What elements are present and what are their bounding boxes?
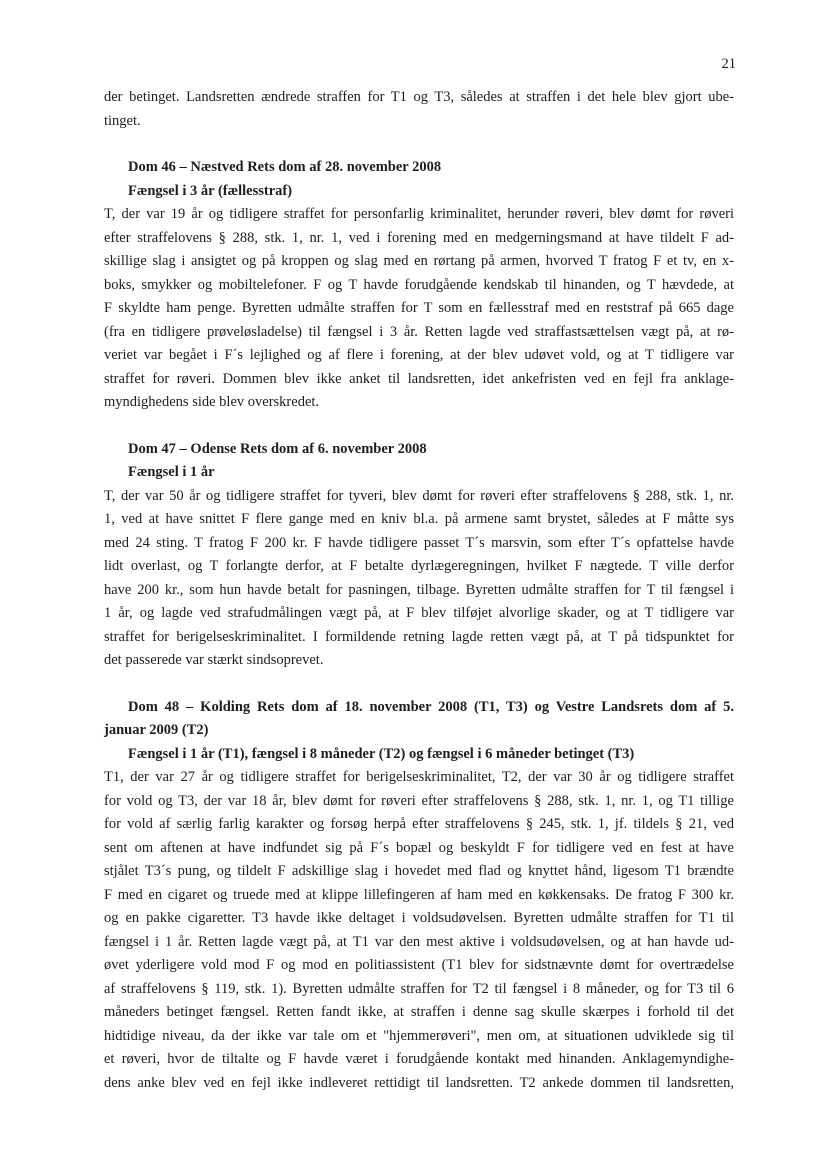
text-line: have 200 kr., som hun havde betalt for pasningen, tilbage. Byretten udmålte straffen for T til fængsel i (104, 581, 734, 598)
text-line: det passerede var stærkt sindsoprevet. (104, 652, 324, 668)
case-sentence: Fængsel i 1 år (128, 464, 215, 480)
text-line: F skyldte ham penge. Byretten udmålte straffen for T som en fællesstraf med en reststraf på 665 dage (104, 300, 734, 316)
case-sentence: Fængsel i 1 år (T1), fængsel i 8 måneder (T2) og fængsel i 6 måneder betinget (T3) (128, 745, 635, 762)
case-section (104, 696, 734, 1096)
text-line: F med en cigaret og truede med at klippe lillefingeren af ham med en køkkensaks. De fratog F 300 kr. (104, 886, 734, 903)
text-line: 1 år, og lagde ved strafudmålingen vægt på, at F blev tilføjet alvorlige skader, og at T tidligere var (104, 605, 734, 621)
text-line: af straffelovens § 119, stk. 1). Byretten udmålte straffen for T2 til fængsel i 8 måneder, og for T3 til 6 (104, 980, 734, 997)
text-line: for vold af særlig farlig karakter og forsøg herpå efter straffelovens § 245, stk. 1, jf. tildels § 21, ved (104, 816, 734, 832)
text-line: lidt overlast, og T forlangte derfor, at F betalte dyrlægeregningen, hvilket F nægtede. T ville derfor (104, 558, 734, 574)
text-line: hidtidige niveau, da der ikke var tale om et "hjemmerøveri", men om, at situationen udviklede sig til (104, 1027, 734, 1044)
case-section (104, 438, 734, 673)
text-line: måneders betinget fængsel. Retten fandt ikke, at straffen i denne sag skulle skærpes i forhold til det (104, 1004, 734, 1020)
text-line: T, der var 19 år og tidligere straffet for personfarlig kriminalitet, herunder røveri, blev dømt for røveri (104, 206, 734, 222)
text-line: skillige slag i ansigtet og på kroppen og slag med en rørtang på armen, hvorved T fratog F et tv, en x- (104, 253, 734, 269)
page-number: 21 (721, 56, 736, 72)
text-line: 1, ved at have snittet F flere gange med en kniv bl.a. på armene samt brystet, således at F måtte sys (104, 511, 734, 527)
case-section (104, 156, 734, 415)
text-line: dens anke blev ved en fejl ikke indleveret rettidigt til landsretten. T2 ankede dommen til landsretten, (104, 1074, 734, 1091)
text-line: T1, der var 27 år og tidligere straffet for berigelseskriminalitet, T2, der var 30 år og tidligere straffet (104, 769, 734, 785)
text-line: efter straffelovens § 288, stk. 1, nr. 1, ved i forening med en medgerningsmand at have tildelt F ad- (104, 229, 734, 246)
text-line: fængsel i 1 år. Retten lagde vægt på, at T1 var den mest aktive i voldsudøvelsen, og at han havde ud- (104, 933, 734, 950)
text-line: myndighedens side blev overskredet. (104, 394, 320, 410)
text-line: straffet for berigelseskriminalitet. I formildende retning lagde retten vægt på, at T på tidspunktet for (104, 628, 734, 645)
text-line: boks, smykker og mobiltelefoner. F og T havde forudgående kendskab til hinanden, og T hævdede, at (104, 276, 734, 293)
case-title: Dom 46 – Næstved Rets dom af 28. november 2008 (128, 159, 442, 175)
text-line: veriet var begået i F´s lejlighed og af flere i forening, at der blev udøvet vold, og at T tidligere var (104, 347, 734, 363)
case-title: Dom 48 – Kolding Rets dom af 18. november 2008 (T1, T3) og Vestre Landsrets dom af 5. (128, 698, 734, 715)
text-line: stjålet T3´s pung, og tildelt F adskillige slag i hovedet med flad og knyttet hånd, ligesom T1 brændte (104, 863, 734, 879)
intro-paragraph (104, 86, 734, 133)
text-line: sent om aftenen at have indfundet sig på F´s bopæl og beskyldt F for tidligere ved en fest at have (104, 839, 734, 856)
text-line: et røveri, hvor de tiltalte og F havde været i forudgående kontakt med hinanden. Anklagemyndighe- (104, 1051, 734, 1067)
text-line: tinget. (104, 112, 141, 129)
text-line: og en pakke cigaretter. T3 havde ikke deltaget i voldsudøvelsen. Byretten udmålte straffen for T1 til (104, 910, 734, 926)
text-line: straffet for røveri. Dommen blev ikke anket til landsretten, idet ankefristen ved en fejl fra anklage- (104, 370, 734, 387)
text-line: med 24 sting. T fratog F 200 kr. F havde tidligere passet T´s marsvin, som efter T´s opfattelse havde (104, 534, 734, 551)
text-line: T, der var 50 år og tidligere straffet for tyveri, blev dømt for røveri efter straffelovens § 288, stk. 1, nr. (104, 487, 734, 504)
page-content (104, 86, 734, 1095)
case-title: Dom 47 – Odense Rets dom af 6. november 2008 (128, 440, 427, 457)
case-sentence: Fængsel i 3 år (fællesstraf) (128, 182, 293, 199)
case-title-continued: januar 2009 (T2) (104, 722, 209, 738)
text-line: (fra en tidligere prøveløsladelse) til fængsel i 3 år. Retten lagde ved straffastsættelsen vægt på, at rø- (104, 323, 734, 340)
text-line: for vold og T3, der var 18 år, blev dømt for røveri efter straffelovens § 288, stk. 1, nr. 1, og T1 tillige (104, 792, 734, 809)
text-line: der betinget. Landsretten ændrede straffen for T1 og T3, således at straffen i det hele blev gjort ube- (104, 89, 734, 105)
text-line: øvet yderligere vold mod F og mod en politiassistent (T1 blev for sidstnævnte dømt for overtrædelse (104, 957, 734, 973)
